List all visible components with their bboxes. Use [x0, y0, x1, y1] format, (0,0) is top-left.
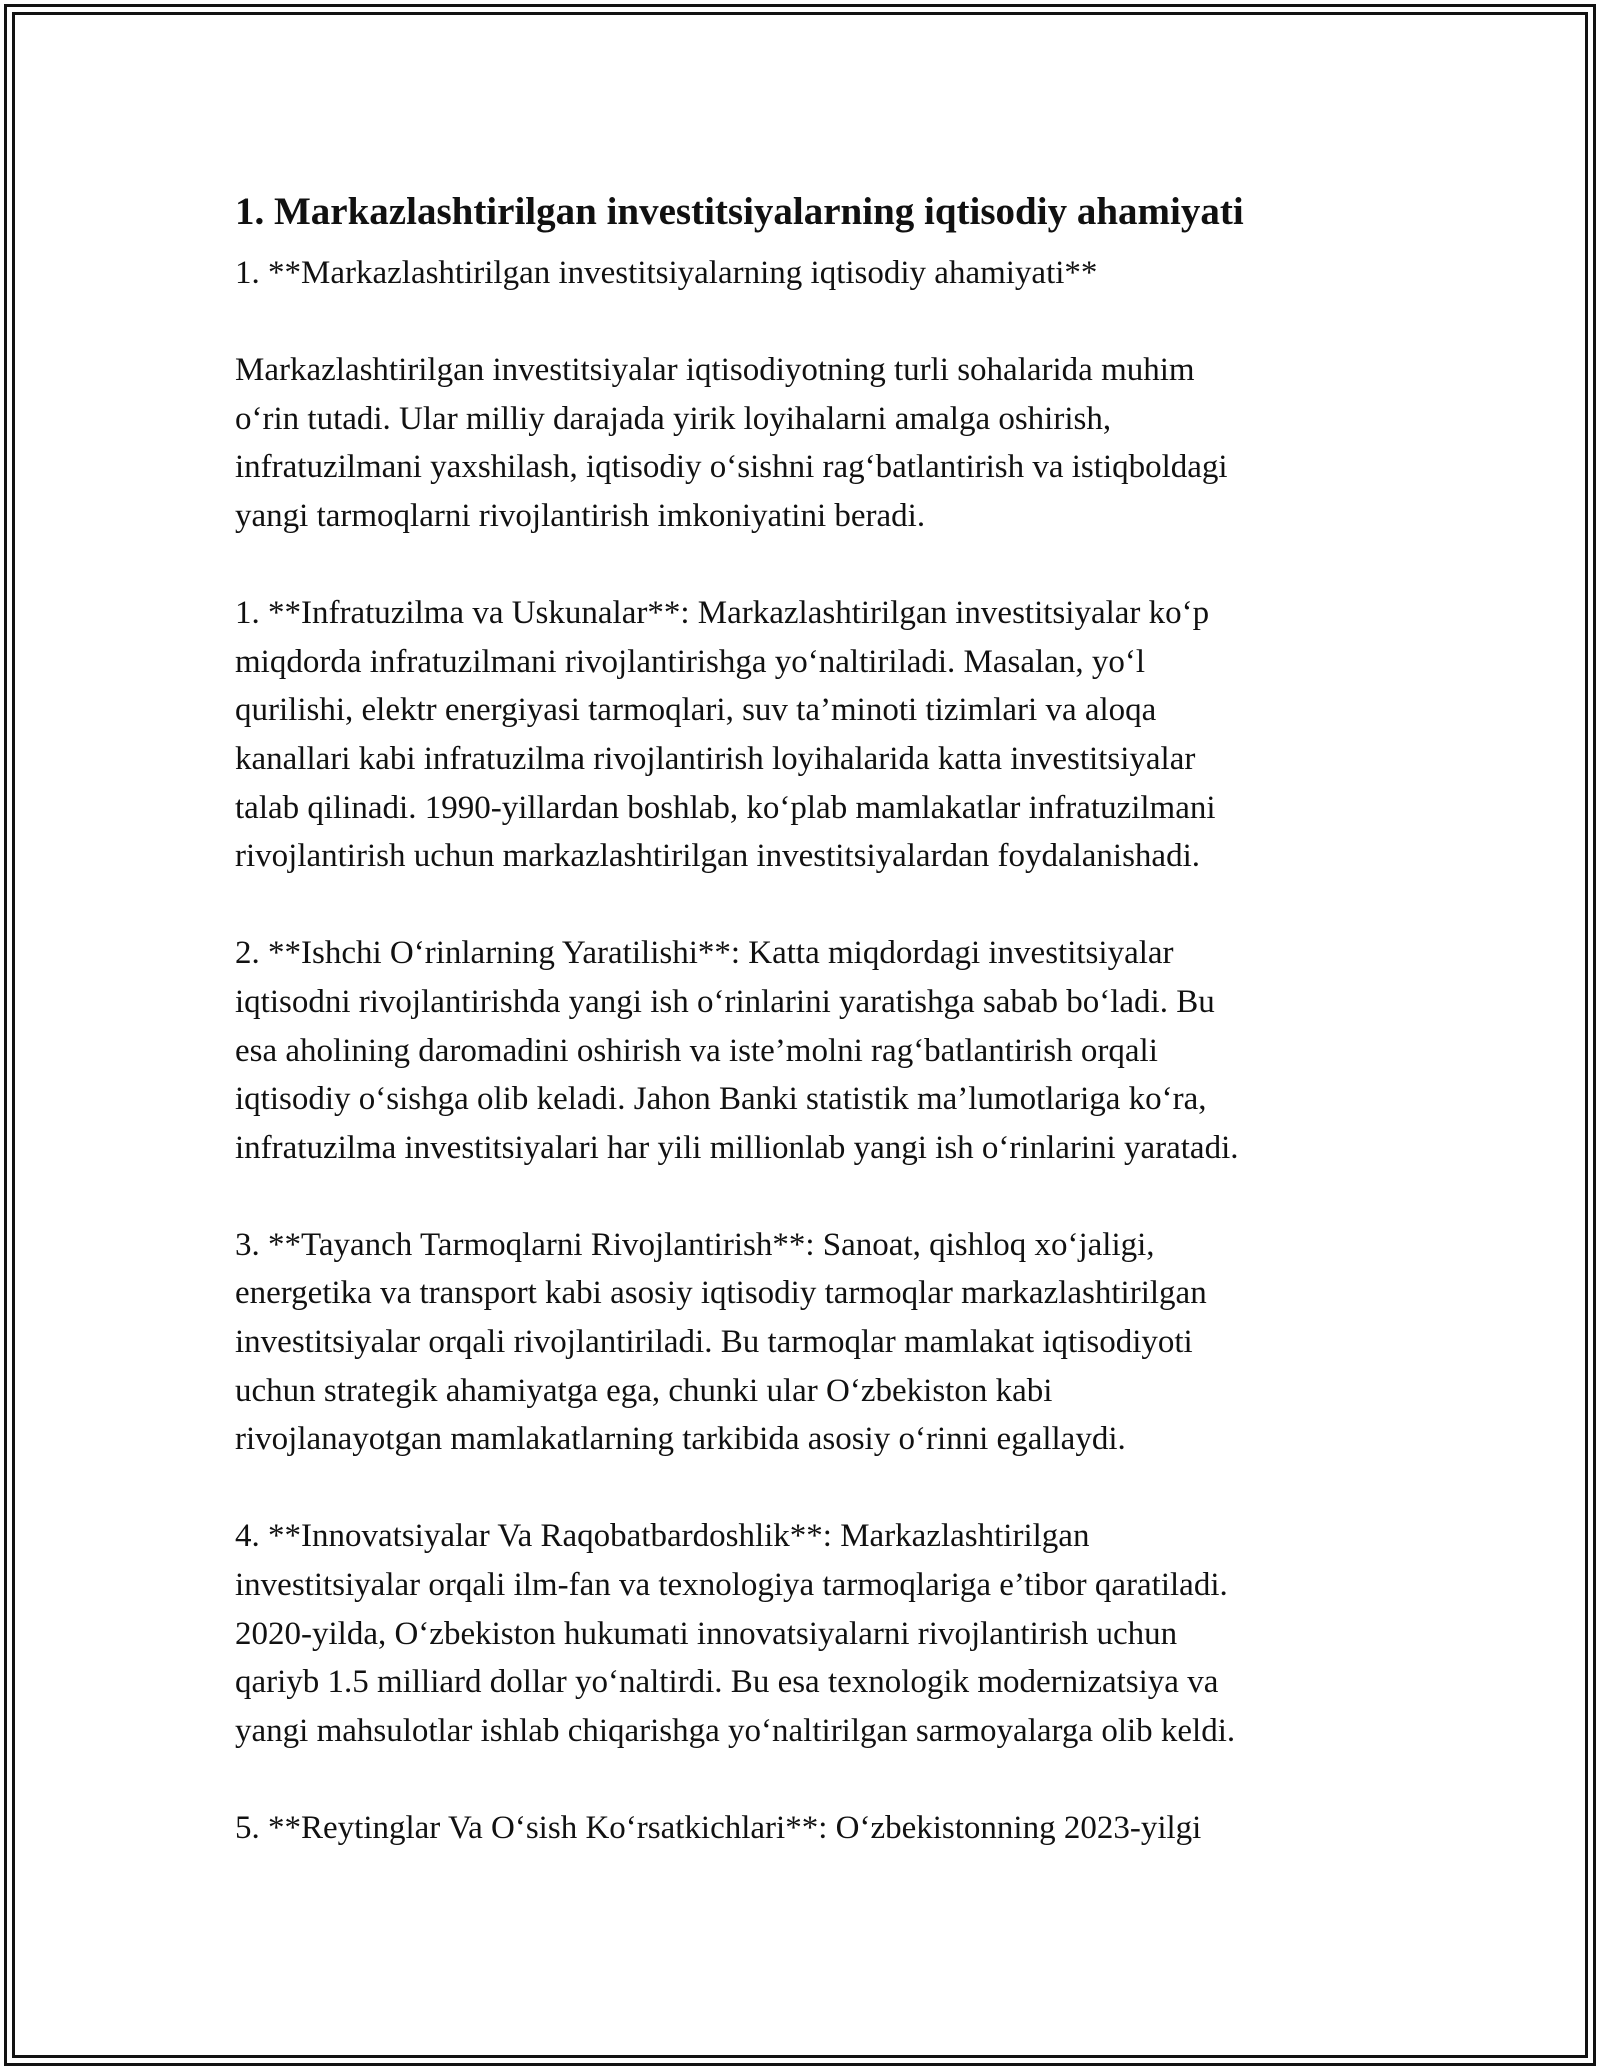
paragraph-key-sectors: 3. **Tayanch Tarmoqlarni Rivojlantirish**: Sanoat, qishloq xo‘jaligi, energetika va transport kabi asosiy iqtisodiy tarmoqlar markazlashtirilgan investitsiyalar orqali rivojlantiriladi. Bu tarmoqlar mamlakat iqtisodiyoti uchun strategik ahamiyatga ega, chunki ular O‘zbekiston kabi rivojlanayotgan mamlakatlarning tarkibida asosiy o‘rinni egallaydi.	[235, 1226, 1207, 1458]
document-body	[235, 183, 1395, 1853]
intro-paragraph: Markazlashtirilgan investitsiyalar iqtisodiyotning turli sohalarida muhim o‘rin tutadi. Ular milliy darajada yirik loyihalarni amalga oshirish, infratuzilmani yaxshilash, iqtisodiy o‘sishni rag‘batlantirish va istiqboldagi yangi tarmoqlarni rivojlantirish imkoniyatini beradi.	[235, 352, 1228, 534]
document-title: 1. Markazlashtirilgan investitsiyalarning iqtisodiy ahamiyati	[235, 190, 1244, 233]
paragraph-jobs: 2. **Ishchi O‘rinlarning Yaratilishi**: Katta miqdordagi investitsiyalar iqtisodni rivojlantirishda yangi ish o‘rinlarini yaratishga sabab bo‘ladi. Bu esa aholining daromadini oshirish va iste’molni rag‘batlantirish orqali iqtisodiy o‘sishga olib keladi. Jahon Banki statistik ma’lumotlariga ko‘ra, infratuzilma investitsiyalari har yili millionlab yangi ish o‘rinlarini yaratadi.	[235, 935, 1239, 1166]
paragraph-ratings: 5. **Reytinglar Va O‘sish Ko‘rsatkichlari**: O‘zbekistonning 2023-yilgi	[235, 1810, 1202, 1846]
paragraph-innovation: 4. **Innovatsiyalar Va Raqobatbardoshlik**: Markazlashtirilgan investitsiyalar orqali ilm-fan va texnologiya tarmoqlariga e’tibor qaratiladi. 2020-yilda, O‘zbekiston hukumati innovatsiyalarni rivojlantirish uchun qariyb 1.5 milliard dollar yo‘naltirdi. Bu esa texnologik modernizatsiya va yangi mahsulotlar ishlab chiqarishga yo‘naltirilgan sarmoyalarga olib keldi.	[235, 1518, 1236, 1749]
paragraph-infrastructure: 1. **Infratuzilma va Uskunalar**: Markazlashtirilgan investitsiyalar ko‘p miqdorda infratuzilmani rivojlantirishga yo‘naltiriladi. Masalan, yo‘l qurilishi, elektr energiyasi tarmoqlari, suv ta’minoti tizimlari va aloqa kanallari kabi infratuzilma rivojlantirish loyihalarida katta investitsiyalar talab qilinadi. 1990-yillardan boshlab, ko‘plab mamlakatlar infratuzilmani rivojlantirish uchun markazlashtirilgan investitsiyalardan foydalanishadi.	[235, 595, 1216, 875]
document-subtitle: 1. **Markazlashtirilgan investitsiyalarning iqtisodiy ahamiyati**	[235, 255, 1098, 291]
